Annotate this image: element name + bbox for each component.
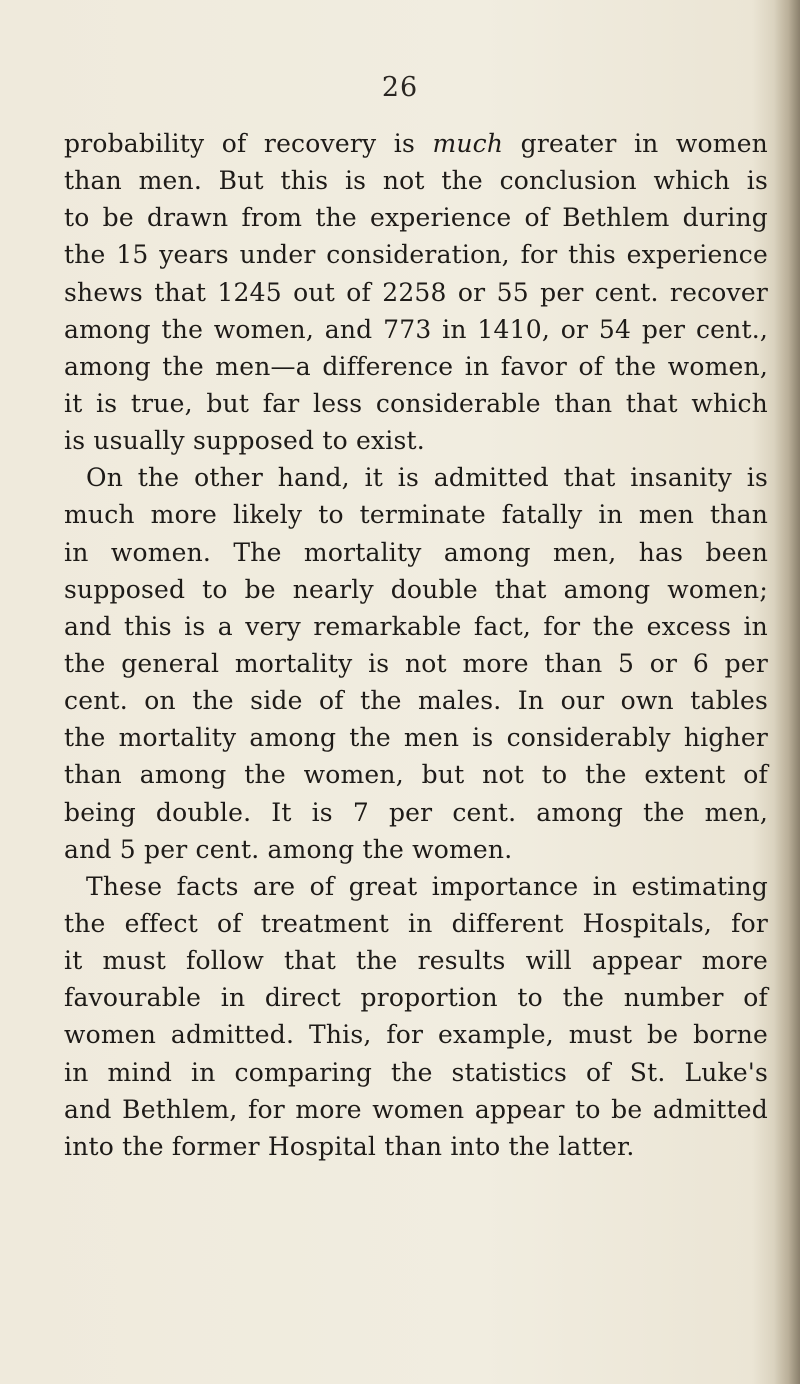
- text-line-16: cent. on the side of the males. In our own tables: [64, 686, 768, 716]
- page-number: 26: [381, 72, 419, 103]
- text-line-1: probability of recovery is much greater in women: [64, 129, 768, 158]
- text-line-23: it must follow that the results will appear more: [64, 946, 768, 976]
- text-line-26: in mind in comparing the statistics of St. Luke's: [64, 1057, 768, 1087]
- text-line-24: favourable in direct proportion to the number of: [64, 983, 768, 1013]
- text-line-18: than among the women, but not to the extent of: [64, 760, 768, 790]
- text-line-25: women admitted. This, for example, must be borne: [64, 1020, 768, 1050]
- text-line-5: shews that 1245 out of 2258 or 55 per cent. recover: [64, 277, 768, 307]
- text-line-3: to be drawn from the experience of Bethlem during: [64, 203, 768, 233]
- page-edge-shadow: [774, 0, 800, 1384]
- text-line-6: among the women, and 773 in 1410, or 54 per cent.,: [64, 314, 768, 344]
- text-line-17: the mortality among the men is considerably higher: [64, 723, 768, 753]
- text-line-9: is usually supposed to exist.: [64, 426, 425, 456]
- text-line-2: than men. But this is not the conclusion which is: [64, 166, 768, 196]
- text-line-28: into the former Hospital than into the latter.: [64, 1131, 635, 1161]
- text-line-20: and 5 per cent. among the women.: [64, 834, 513, 864]
- body-text: [64, 125, 768, 1165]
- text-line-11: much more likely to terminate fatally in men than: [64, 500, 768, 530]
- text-line-14: and this is a very remarkable fact, for the excess in: [64, 611, 768, 641]
- text-line-4: the 15 years under consideration, for this experience: [64, 240, 768, 270]
- emphasis-much: much: [432, 129, 504, 158]
- text-line-21: These facts are of great importance in estimating: [86, 871, 768, 901]
- text-line-8: it is true, but far less considerable than that which: [64, 388, 768, 418]
- text-line-7: among the men—a difference in favor of the women,: [64, 351, 768, 381]
- text-line-19: being double. It is 7 per cent. among the men,: [64, 797, 768, 827]
- text-line-15: the general mortality is not more than 5 or 6 per: [64, 648, 768, 678]
- text-line-12: in women. The mortality among men, has been: [64, 537, 768, 567]
- text-line-27: and Bethlem, for more women appear to be admitted: [64, 1094, 768, 1124]
- text-line-10: On the other hand, it is admitted that insanity is: [86, 463, 768, 493]
- text-line-13: supposed to be nearly double that among women;: [64, 574, 768, 604]
- text-line-22: the effect of treatment in different Hospitals, for: [64, 908, 768, 938]
